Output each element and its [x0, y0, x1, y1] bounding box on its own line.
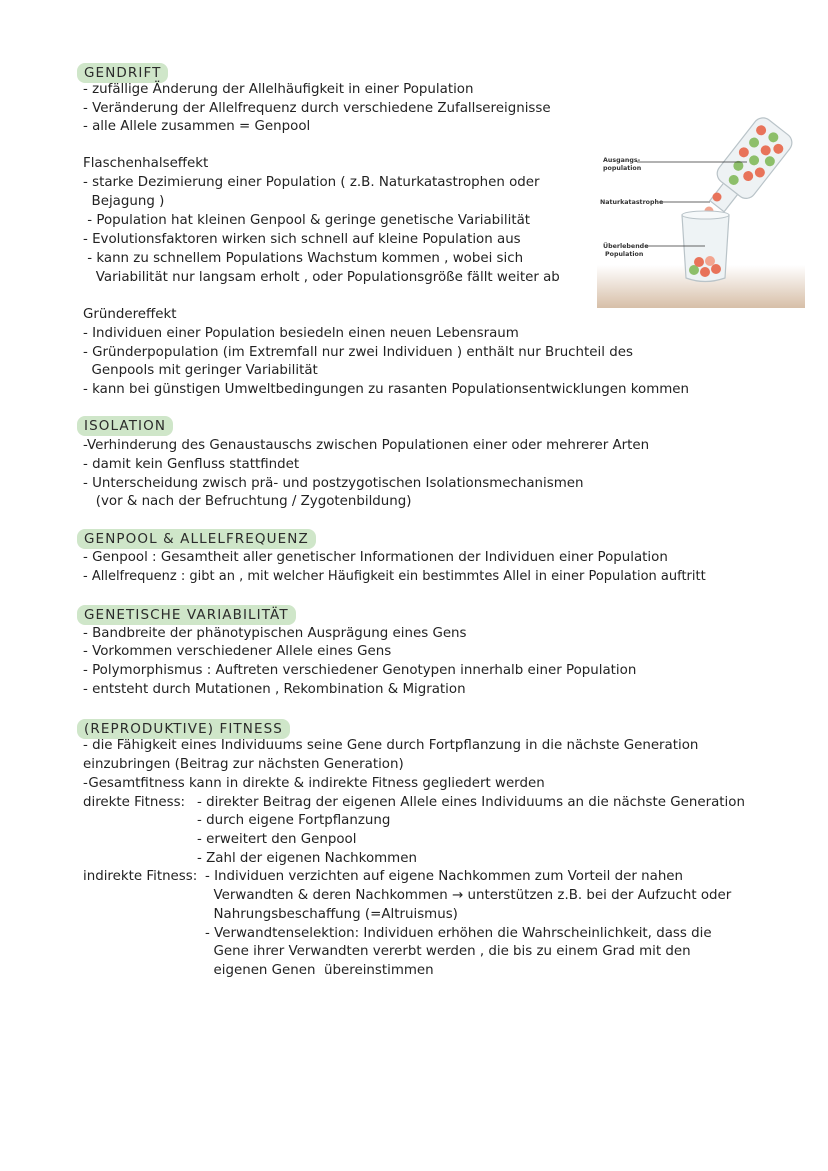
indirekt-line-6: eigenen Genen übereinstimmen: [205, 963, 434, 978]
gendrift-line-1: - zufällige Änderung der Allelhäufigkeit in einer Population: [83, 82, 474, 97]
indirekt-line-5: Gene ihrer Verwandten vererbt werden , die bis zu einem Grad mit den: [205, 944, 691, 959]
direkt-line-1: - direkter Beitrag der eigenen Allele eines Individuums an die nächste Generation: [197, 795, 745, 810]
flaschenhals-line-4: - Evolutionsfaktoren wirken sich schnell auf kleine Population aus: [83, 232, 521, 247]
gruender-line-1: - Individuen einer Population besiedeln einen neuen Lebensraum: [83, 326, 519, 341]
flaschenhals-line-3: - Population hat kleinen Genpool & geringe genetische Variabilität: [83, 213, 531, 228]
flaschenhals-line-2: Bejagung ): [83, 194, 165, 209]
flaschenhals-line-5: - kann zu schnellem Populations Wachstum kommen , wobei sich: [83, 251, 524, 266]
isolation-line-2: - damit kein Genfluss stattfindet: [83, 457, 300, 472]
gendrift-line-3: - alle Allele zusammen = Genpool: [83, 119, 311, 134]
subheading-gruendereffekt: Gründereffekt: [83, 307, 177, 322]
falling-bead: [713, 193, 722, 202]
gruender-line-2: - Gründerpopulation (im Extremfall nur zwei Individuen ) enthält nur Bruchteil des: [83, 345, 633, 360]
heading-variabilitaet: GENETISCHE VARIABILITÄT: [77, 605, 296, 625]
variabilitaet-line-3: - Polymorphismus : Auftreten verschiedener Genotypen innerhalb einer Population: [83, 663, 637, 678]
bottle-icon: [700, 115, 796, 220]
flaschenhals-line-6: Variabilität nur langsam erholt , oder Populationsgröße fällt weiter ab: [83, 270, 560, 285]
direkt-line-4: - Zahl der eigenen Nachkommen: [197, 851, 417, 866]
indirekt-line-4: - Verwandtenselektion: Individuen erhöhen die Wahrscheinlichkeit, dass die: [205, 926, 712, 941]
heading-fitness: (REPRODUKTIVE) FITNESS: [77, 719, 290, 739]
bottleneck-figure: [597, 115, 805, 308]
indirekt-line-1: - Individuen verzichten auf eigene Nachkommen zum Vorteil der nahen: [205, 869, 684, 884]
label-ueberlebende-2: Population: [605, 251, 644, 258]
heading-gendrift: GENDRIFT: [77, 63, 168, 83]
gruender-line-3: Genpools mit geringer Variabilität: [83, 363, 318, 378]
variabilitaet-line-1: - Bandbreite der phänotypischen Ausprägung eines Gens: [83, 626, 467, 641]
fitness-line-1: - die Fähigkeit eines Individuums seine Gene durch Fortpflanzung in die nächste Generation: [83, 738, 699, 753]
direkt-line-2: - durch eigene Fortpflanzung: [197, 813, 391, 828]
indirekt-line-3: Nahrungsbeschaffung (=Altruismus): [205, 907, 458, 922]
genpool-line-2: - Allelfrequenz : gibt an , mit welcher Häufigkeit ein bestimmtes Allel in einer Population auftritt: [83, 569, 706, 584]
gruender-line-4: - kann bei günstigen Umweltbedingungen zu rasanten Populationsentwicklungen kommen: [83, 382, 690, 397]
label-naturkatastrophe: Naturkatastrophe: [600, 199, 664, 206]
heading-isolation: ISOLATION: [77, 416, 173, 436]
variabilitaet-line-4: - entsteht durch Mutationen , Rekombination & Migration: [83, 682, 466, 697]
isolation-line-1: -Verhinderung des Genaustauschs zwischen Populationen einer oder mehrerer Arten: [83, 438, 650, 453]
flaschenhals-line-1: - starke Dezimierung einer Population ( z.B. Naturkatastrophen oder: [83, 175, 540, 190]
direkte-fitness-label: direkte Fitness:: [83, 795, 186, 810]
label-ausgangspopulation-2: population: [603, 165, 642, 172]
fitness-line-3: -Gesamtfitness kann in direkte & indirekte Fitness gegliedert werden: [83, 776, 545, 791]
variabilitaet-line-2: - Vorkommen verschiedener Allele eines Gens: [83, 644, 392, 659]
genpool-line-1: - Genpool : Gesamtheit aller genetischer Informationen der Individuen einer Population: [83, 550, 668, 565]
direkt-line-3: - erweitert den Genpool: [197, 832, 357, 847]
isolation-line-3: - Unterscheidung zwisch prä- und postzygotischen Isolationsmechanismen: [83, 476, 584, 491]
subheading-flaschenhalseffekt: Flaschenhalseffekt: [83, 156, 209, 171]
fitness-line-2: einzubringen (Beitrag zur nächsten Generation): [83, 757, 404, 772]
label-ausgangspopulation-1: Ausgangs-: [603, 157, 641, 164]
isolation-line-4: (vor & nach der Befruchtung / Zygotenbildung): [83, 494, 412, 509]
gendrift-line-2: - Veränderung der Allelfrequenz durch verschiedene Zufallsereignisse: [83, 101, 551, 116]
indirekte-fitness-label: indirekte Fitness:: [83, 869, 198, 884]
heading-genpool: GENPOOL & ALLELFREQUENZ: [77, 529, 316, 549]
indirekt-line-2: Verwandten & deren Nachkommen → unterstützen z.B. bei der Aufzucht oder: [205, 888, 732, 903]
label-ueberlebende-1: Überlebende: [603, 243, 649, 250]
